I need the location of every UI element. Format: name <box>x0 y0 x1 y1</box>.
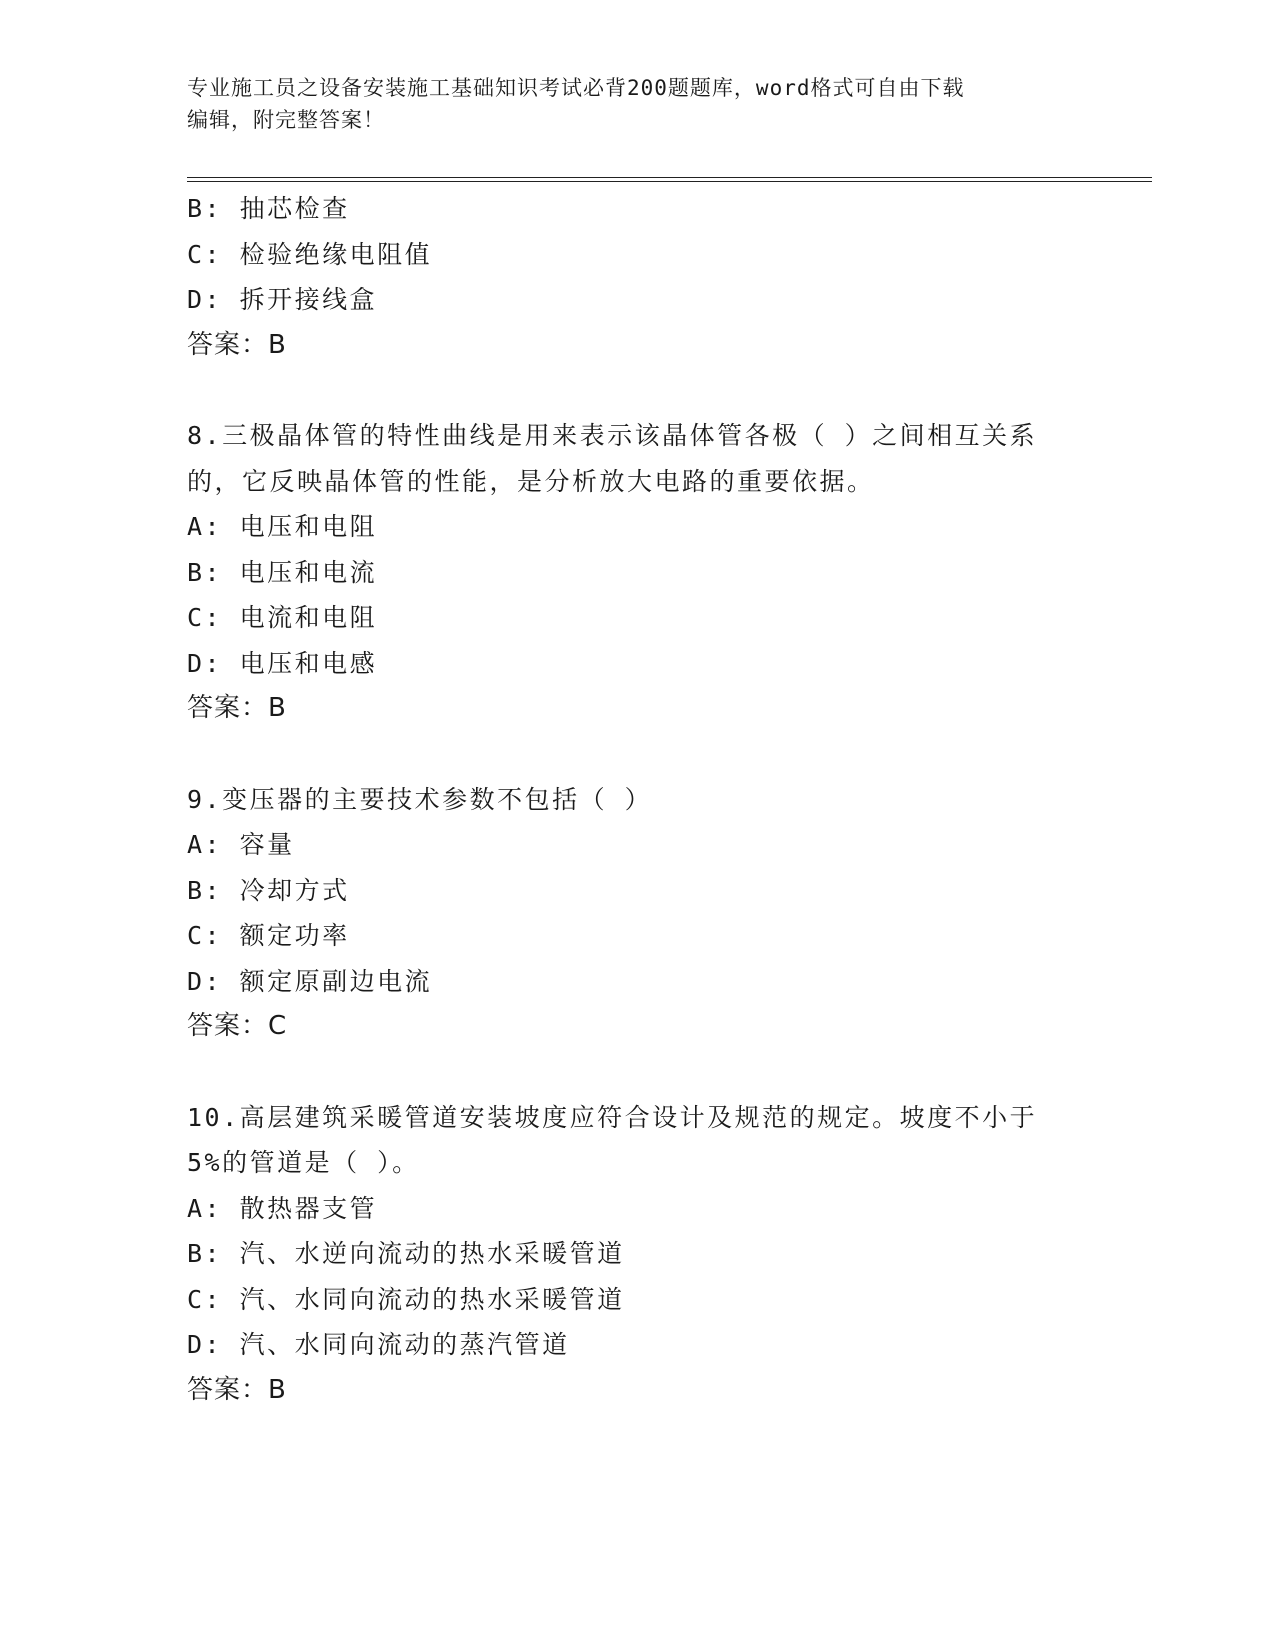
option-d: D: 电压和电感 <box>187 648 378 678</box>
option-a: A: 电压和电阻 <box>187 512 378 541</box>
answer-line: 答案：C <box>187 1011 288 1041</box>
header-divider-bottom <box>187 181 1152 182</box>
question-stem-line-1: 10.高层建筑采暖管道安装坡度应符合设计及规范的规定。坡度不小于 <box>187 1102 1038 1132</box>
option-a: A: 散热器支管 <box>187 1193 378 1223</box>
question-7-tail <box>187 186 1087 368</box>
option-b: B: 汽、水逆向流动的热水采暖管道 <box>187 1239 625 1268</box>
answer-line: 答案：B <box>187 1374 287 1405</box>
question-stem-line-2: 的，它反映晶体管的性能，是分析放大电路的重要依据。 <box>187 466 875 496</box>
option-d: D: 汽、水同向流动的蒸汽管道 <box>187 1330 570 1359</box>
option-c: C: 检验绝缘电阻值 <box>187 239 433 269</box>
option-c: C: 汽、水同向流动的热水采暖管道 <box>187 1284 625 1314</box>
option-b: B: 抽芯检查 <box>187 194 350 223</box>
header-divider-top <box>187 177 1152 178</box>
question-stem-line-2: 5%的管道是（ ）。 <box>187 1148 420 1177</box>
answer-line: 答案：B <box>187 693 287 723</box>
answer-line: 答案：B <box>187 329 287 360</box>
page-header <box>187 72 1087 136</box>
question-stem-line-1: 8.三极晶体管的特性曲线是用来表示该晶体管各极（ ）之间相互关系 <box>187 421 1038 450</box>
option-c: C: 额定功率 <box>187 921 350 950</box>
question-10 <box>187 1095 1087 1414</box>
header-title-line-2: 编辑，附完整答案！ <box>187 108 385 132</box>
question-stem-line-1: 9.变压器的主要技术参数不包括（ ） <box>187 784 653 814</box>
question-8 <box>187 413 1087 732</box>
header-title-line-1: 专业施工员之设备安装施工基础知识考试必背200题题库，word格式可自由下载 <box>187 76 965 100</box>
spacer <box>187 732 1087 777</box>
option-b: B: 电压和电流 <box>187 557 378 587</box>
spacer <box>187 1050 1087 1095</box>
question-9 <box>187 777 1087 1050</box>
option-a: A: 容量 <box>187 830 295 859</box>
option-c: C: 电流和电阻 <box>187 603 378 632</box>
option-d: D: 拆开接线盒 <box>187 285 378 314</box>
option-b: B: 冷却方式 <box>187 875 350 905</box>
option-d: D: 额定原副边电流 <box>187 966 433 996</box>
question-list <box>187 186 1087 1413</box>
spacer <box>187 368 1087 413</box>
